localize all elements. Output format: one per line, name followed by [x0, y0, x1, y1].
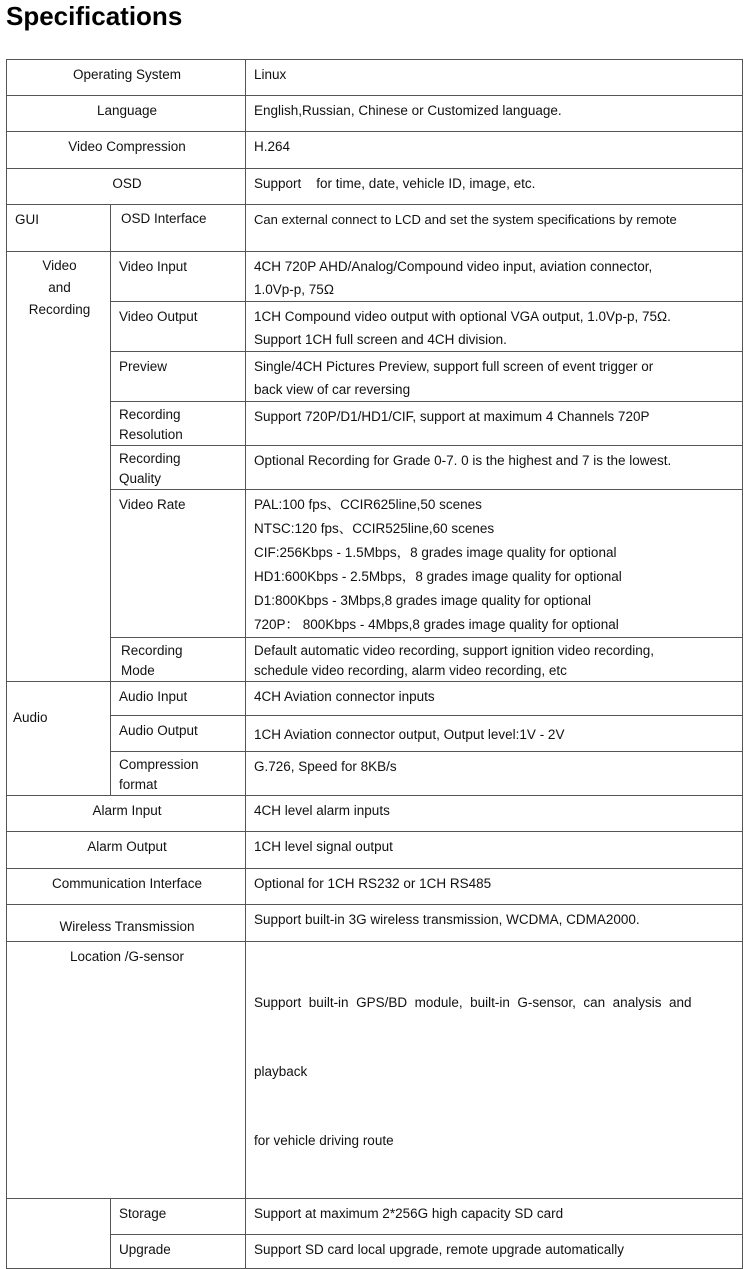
spec-value: Support built-in 3G wireless transmission, WCDMA, CDMA2000.	[246, 905, 743, 942]
spec-group-label	[7, 1199, 111, 1269]
value-line: HD1:600Kbps - 2.5Mbps，8 grades image quality for optional	[254, 569, 622, 584]
table-row	[7, 402, 743, 446]
spec-group-label: Audio	[7, 682, 111, 796]
spec-value: H.264	[246, 132, 743, 169]
spec-value: Support at maximum 2*256G high capacity SD card	[246, 1199, 743, 1235]
value-line: schedule video recording, alarm video recording, etc	[254, 663, 567, 678]
page-title: Specifications	[6, 1, 183, 31]
table-row	[7, 302, 743, 352]
label-line: Recording	[121, 643, 183, 658]
table-row	[7, 682, 743, 716]
spec-label: Alarm Output	[7, 832, 246, 869]
spec-label	[111, 446, 246, 490]
value-line: back view of car reversing	[254, 382, 411, 397]
spec-label: Storage	[111, 1199, 246, 1235]
spec-label	[111, 402, 246, 446]
table-row	[7, 205, 743, 252]
spec-value: Support 720P/D1/HD1/CIF, support at maximum 4 Channels 720P	[246, 402, 743, 446]
spec-label: Language	[7, 96, 246, 132]
value-line: PAL:100 fps、CCIR625line,50 scenes	[254, 497, 482, 512]
spec-label: Audio Input	[111, 682, 246, 716]
spec-label: Video Output	[111, 302, 246, 352]
table-row	[7, 752, 743, 796]
value-line: 4CH 720P AHD/Analog/Compound video input, aviation connector,	[254, 259, 653, 274]
table-row	[7, 869, 743, 905]
value-line: NTSC:120 fps、CCIR525line,60 scenes	[254, 521, 495, 536]
table-row	[7, 796, 743, 832]
table-row	[7, 490, 743, 638]
value-line: 1.0Vp-p, 75Ω	[254, 282, 334, 297]
group-line: Recording	[28, 302, 91, 317]
spec-group-label	[7, 252, 111, 682]
spec-value	[246, 638, 743, 682]
spec-label: Communication Interface	[7, 869, 246, 905]
spec-value	[246, 352, 743, 402]
value-line: Default automatic video recording, support ignition video recording,	[254, 643, 654, 658]
value-line: playback	[254, 1064, 308, 1079]
label-line: Quality	[119, 471, 162, 486]
table-row	[7, 352, 743, 402]
table-row	[7, 252, 743, 302]
spec-value: Can external connect to LCD and set the system specifications by remote	[246, 205, 743, 252]
spec-label: Location /G-sensor	[7, 942, 246, 1199]
spec-label: Operating System	[7, 60, 246, 96]
spec-value: 4CH level alarm inputs	[246, 796, 743, 832]
group-line: Video	[42, 258, 77, 273]
spec-value	[246, 490, 743, 638]
label-line: Resolution	[119, 427, 183, 442]
spec-label: Video Input	[111, 252, 246, 302]
spec-label: Audio Output	[111, 716, 246, 752]
label-line: Mode	[121, 663, 155, 678]
spec-value: G.726, Speed for 8KB/s	[246, 752, 743, 796]
spec-label: Wireless Transmission	[7, 905, 246, 942]
spec-value	[246, 252, 743, 302]
value-line: Support built-in GPS/BD module, built-in G-sensor, can analysis and	[254, 995, 692, 1010]
label-line: Recording	[119, 451, 181, 466]
spec-value: Linux	[246, 60, 743, 96]
label-line: Compression	[119, 757, 199, 772]
value-line: CIF:256Kbps - 1.5Mbps，8 grades image quality for optional	[254, 545, 617, 560]
spec-value	[246, 302, 743, 352]
value-line: 720P： 800Kbps - 4Mbps,8 grades image quality for optional	[254, 617, 619, 632]
label-line: format	[119, 777, 158, 792]
table-row	[7, 96, 743, 132]
table-row	[7, 905, 743, 942]
spec-value: 1CH level signal output	[246, 832, 743, 869]
label-line: Recording	[119, 407, 181, 422]
spec-label: Alarm Input	[7, 796, 246, 832]
group-line: and	[48, 280, 71, 295]
table-row	[7, 942, 743, 1199]
table-row	[7, 169, 743, 205]
table-row	[7, 638, 743, 682]
value-line: for vehicle driving route	[254, 1133, 394, 1148]
spec-label	[111, 752, 246, 796]
value-line: D1:800Kbps - 3Mbps,8 grades image quality for optional	[254, 593, 591, 608]
value-line: Support 1CH full screen and 4CH division.	[254, 332, 507, 347]
table-row	[7, 1199, 743, 1235]
table-row	[7, 1235, 743, 1269]
spec-label	[111, 638, 246, 682]
spec-label: OSD Interface	[111, 205, 246, 252]
table-row	[7, 132, 743, 169]
spec-value: 1CH Aviation connector output, Output level:1V - 2V	[246, 716, 743, 752]
table-row	[7, 716, 743, 752]
table-row	[7, 832, 743, 869]
spec-value: Support for time, date, vehicle ID, image, etc.	[246, 169, 743, 205]
spec-label: Video Rate	[111, 490, 246, 638]
spec-value: Optional for 1CH RS232 or 1CH RS485	[246, 869, 743, 905]
spec-label: Preview	[111, 352, 246, 402]
spec-group-label: GUI	[7, 205, 111, 252]
table-row	[7, 446, 743, 490]
spec-label: Video Compression	[7, 132, 246, 169]
table-row	[7, 60, 743, 96]
specifications-table	[6, 59, 743, 1269]
spec-value: English,Russian, Chinese or Customized language.	[246, 96, 743, 132]
value-line: 1CH Compound video output with optional VGA output, 1.0Vp-p, 75Ω.	[254, 309, 671, 324]
spec-value: Optional Recording for Grade 0-7. 0 is the highest and 7 is the lowest.	[246, 446, 743, 490]
spec-label: Upgrade	[111, 1235, 246, 1269]
spec-value	[246, 942, 743, 1199]
spec-value: Support SD card local upgrade, remote upgrade automatically	[246, 1235, 743, 1269]
spec-value: 4CH Aviation connector inputs	[246, 682, 743, 716]
spec-label: OSD	[7, 169, 246, 205]
value-line: Single/4CH Pictures Preview, support full screen of event trigger or	[254, 359, 654, 374]
